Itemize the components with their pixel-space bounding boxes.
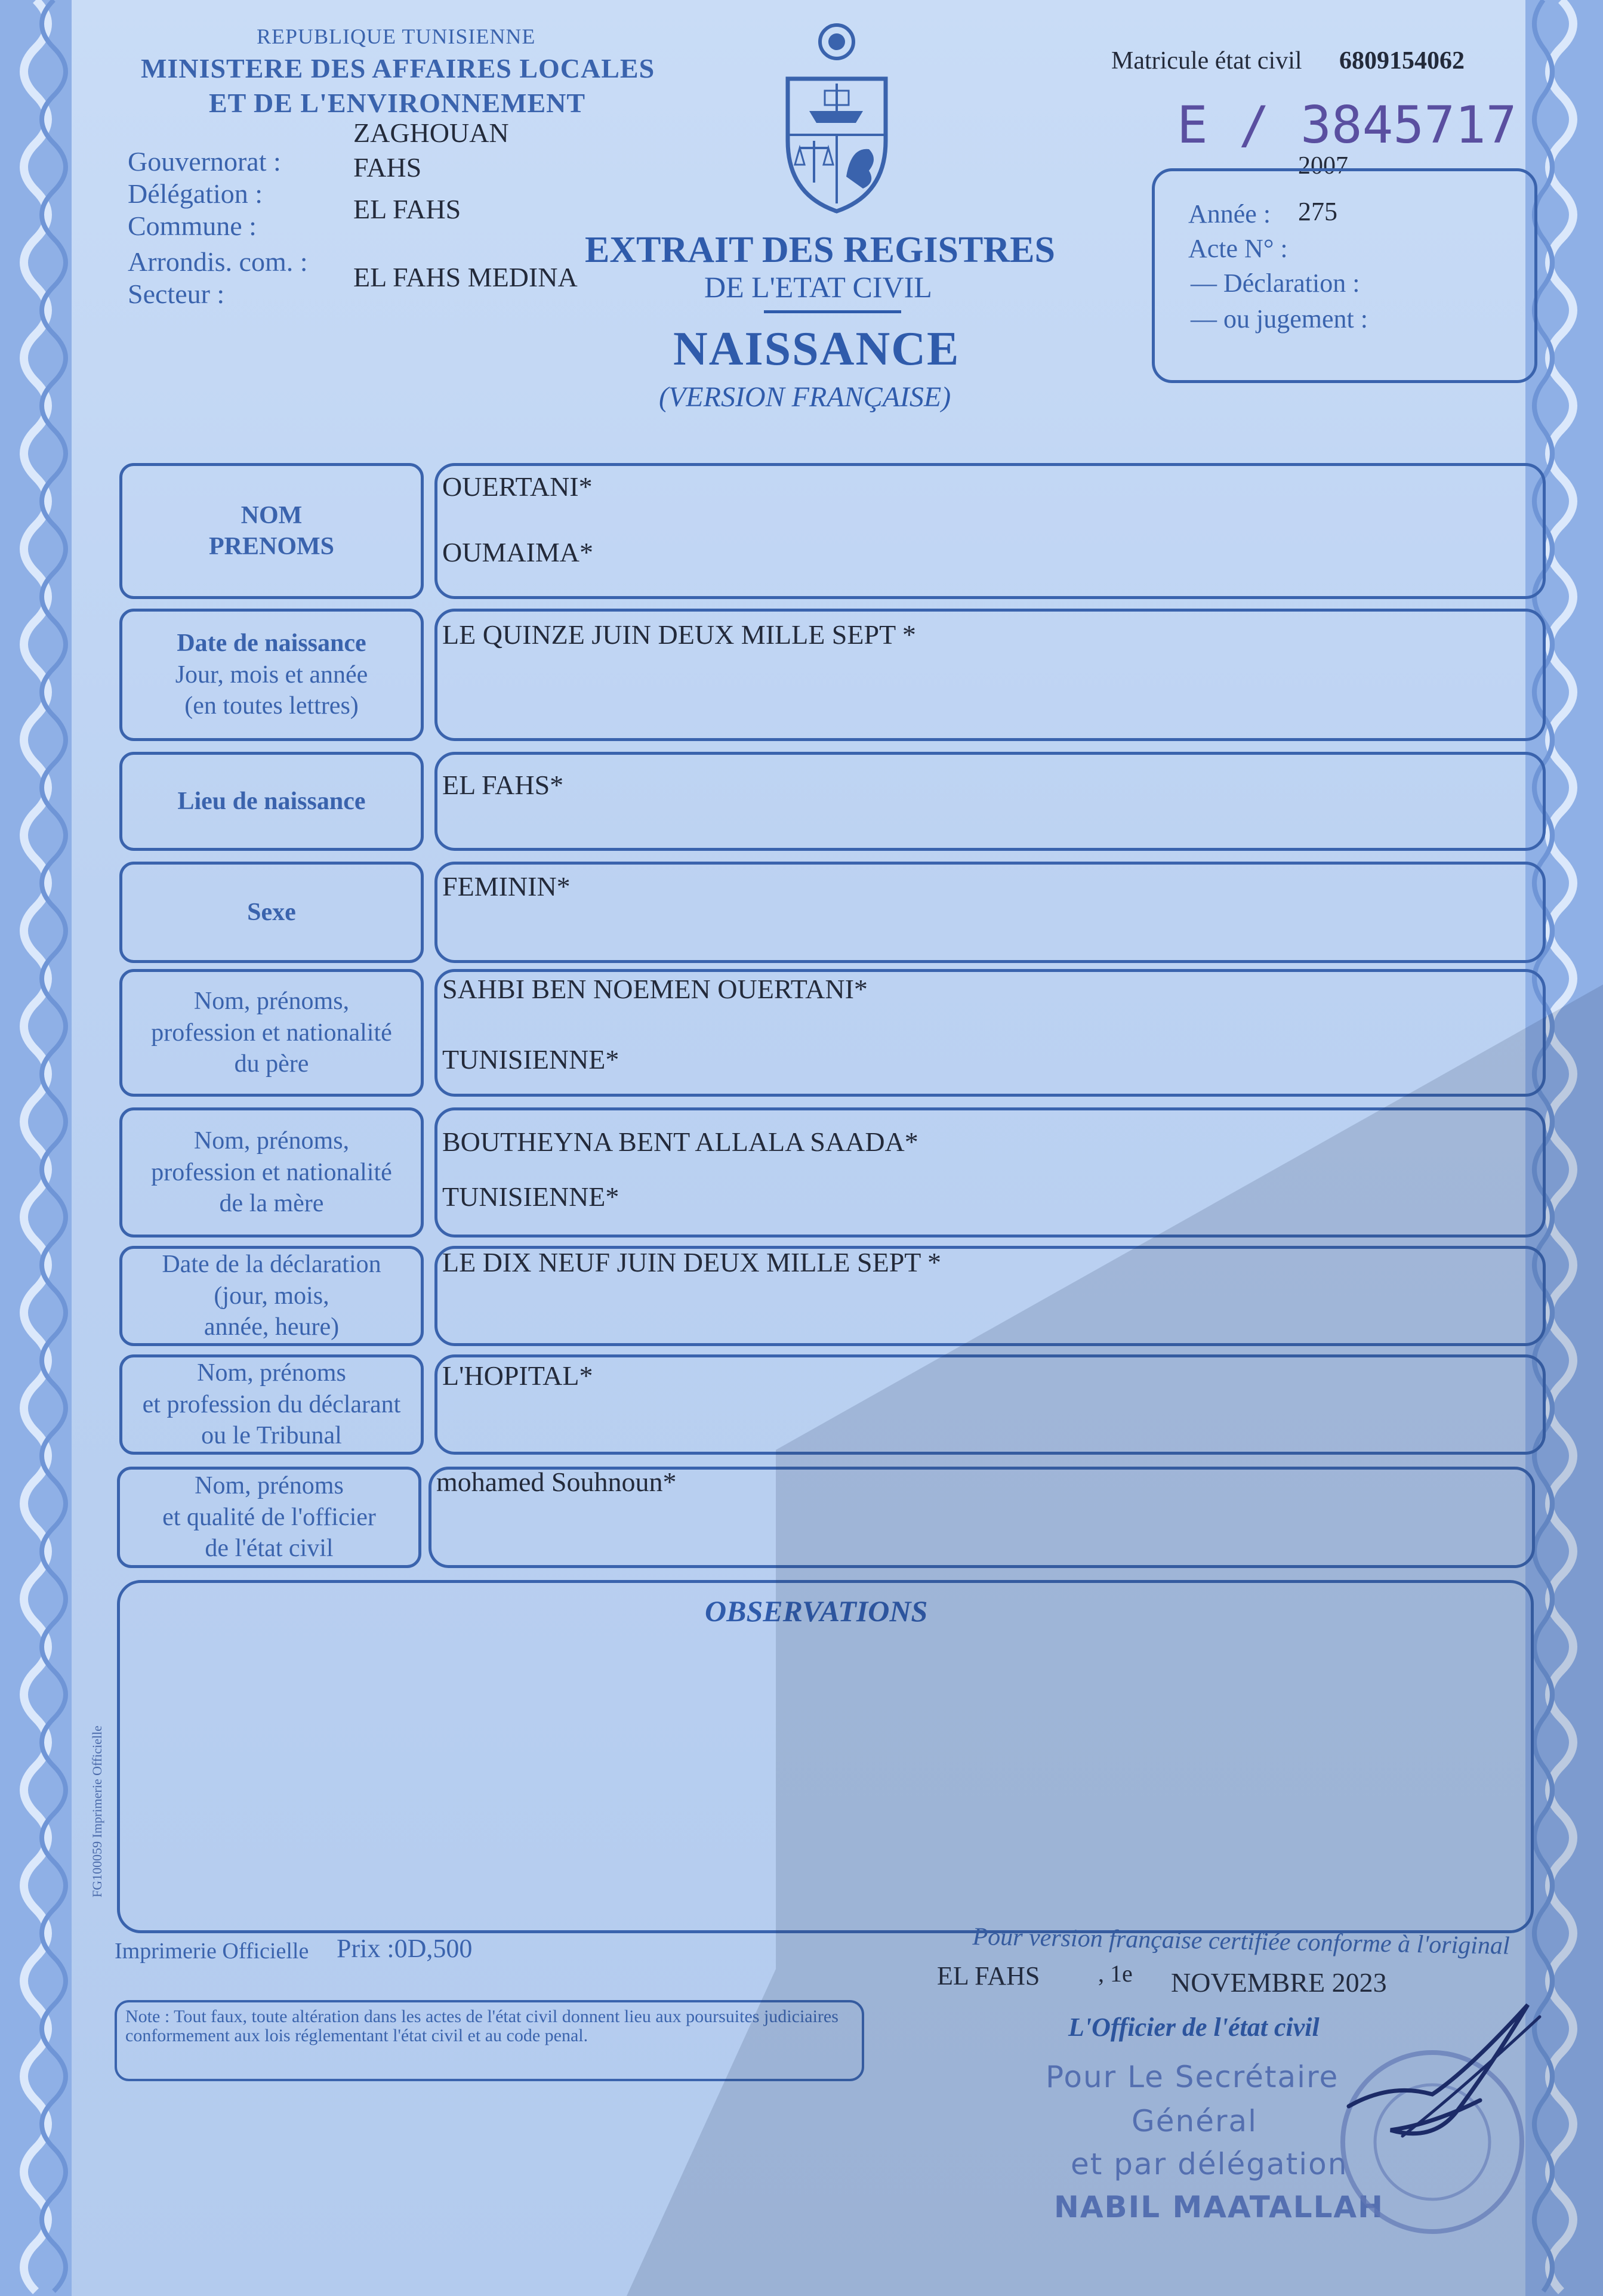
row-mother-label-box xyxy=(119,1107,424,1238)
extract-reference-number: E / 3845717 xyxy=(1177,95,1517,155)
matricule-label: Matricule état civil xyxy=(1111,47,1302,75)
row-name-value-box xyxy=(434,463,1546,599)
row-birth-place-label-box xyxy=(119,752,424,851)
row-birth-place-value-box xyxy=(434,752,1546,851)
mother-label-3: de la mère xyxy=(219,1190,324,1218)
row-declaration-date-label-box xyxy=(119,1246,424,1346)
left-ornamental-border xyxy=(0,0,72,2296)
stamp-line-2: Général xyxy=(1132,2104,1258,2138)
mother-label-1: Nom, prénoms, xyxy=(193,1127,350,1155)
mother-nationality-value: TUNISIENNE* xyxy=(442,1181,619,1212)
officer-value: mohamed Souhnoun* xyxy=(436,1467,677,1497)
prenoms-label: PRENOMS xyxy=(209,533,334,560)
row-birth-date xyxy=(119,609,1546,741)
arrondissement-value: EL FAHS MEDINA xyxy=(353,262,578,292)
birth-place-value: EL FAHS* xyxy=(442,770,564,800)
stamp-line-3: et par délégation xyxy=(1071,2147,1348,2181)
row-declarant-label-box xyxy=(119,1354,424,1455)
official-seal-icon xyxy=(1313,1993,1599,2243)
annee-value: 275 xyxy=(1298,197,1337,226)
birth-date-sublabel-2: (en toutes lettres) xyxy=(184,692,359,720)
printer-label: Imprimerie Officielle xyxy=(115,1939,309,1964)
annee-label: Année : xyxy=(1188,199,1271,229)
extract-title: EXTRAIT DES REGISTRES xyxy=(585,230,1055,270)
title-underline xyxy=(764,310,901,313)
row-sex-value-box xyxy=(434,862,1546,963)
row-father xyxy=(119,969,1546,1097)
first-name-value: OUMAIMA* xyxy=(442,537,593,567)
declarant-value: L'HOPITAL* xyxy=(442,1360,593,1391)
observations-label: OBSERVATIONS xyxy=(705,1594,928,1628)
row-declarant-value-box xyxy=(434,1354,1546,1455)
delegation-value: EL FAHS xyxy=(353,194,461,224)
row-birth-date-value-box xyxy=(434,609,1546,741)
officer-label-1: Nom, prénoms xyxy=(195,1472,344,1500)
declaration-date-label-3: année, heure) xyxy=(204,1313,340,1341)
row-birth-date-label-box xyxy=(119,609,424,741)
row-father-label-box xyxy=(119,969,424,1097)
row-sex xyxy=(119,862,1546,963)
declarant-label-2: et profession du déclarant xyxy=(142,1390,401,1418)
birth-date-value: LE QUINZE JUIN DEUX MILLE SEPT * xyxy=(442,619,916,650)
commune-label: Commune : xyxy=(128,211,257,241)
gouvernorat-value: FAHS xyxy=(353,152,422,183)
document-type-title: NAISSANCE xyxy=(673,323,960,375)
civil-status-subtitle: DE L'ETAT CIVIL xyxy=(704,270,932,304)
mother-name-value: BOUTHEYNA BENT ALLALA SAADA* xyxy=(442,1127,918,1157)
nom-label: NOM xyxy=(241,501,303,529)
mother-label-2: profession et nationalité xyxy=(151,1158,392,1186)
row-declarant xyxy=(119,1354,1546,1455)
stamp-line-1: Pour Le Secrétaire xyxy=(1046,2060,1339,2094)
officer-title: L'Officier de l'état civil xyxy=(1068,2013,1320,2042)
father-nationality-value: TUNISIENNE* xyxy=(442,1044,619,1075)
row-declaration-date xyxy=(119,1246,1546,1346)
delegation-label: Délégation : xyxy=(128,178,263,209)
birth-date-sublabel-1: Jour, mois et année xyxy=(175,661,368,689)
jugement-label: — ou jugement : xyxy=(1191,304,1368,334)
surname-value: OUERTANI* xyxy=(442,471,593,502)
declaration-date-value: LE DIX NEUF JUIN DEUX MILLE SEPT * xyxy=(442,1247,942,1277)
row-name xyxy=(119,463,1546,599)
row-name-label-box xyxy=(119,463,424,599)
sex-value: FEMININ* xyxy=(442,871,571,902)
birth-date-label: Date de naissance xyxy=(177,629,366,658)
acte-number-label: Acte N° : xyxy=(1188,234,1288,263)
republic-label: REPUBLIQUE TUNISIENNE xyxy=(257,24,536,48)
row-sex-label-box xyxy=(119,862,424,963)
row-mother xyxy=(119,1107,1546,1238)
row-birth-place xyxy=(119,752,1546,851)
row-officer xyxy=(117,1467,1535,1568)
year-value: 2007 xyxy=(1298,152,1348,180)
birth-place-label: Lieu de naissance xyxy=(177,787,366,815)
issue-place: EL FAHS xyxy=(937,1961,1040,1991)
declaration-label: — Déclaration : xyxy=(1191,269,1360,298)
declaration-date-label-2: (jour, mois, xyxy=(214,1282,329,1310)
stamp-line-4: NABIL MAATALLAH xyxy=(1054,2190,1384,2224)
price-label: Prix :0D,500 xyxy=(337,1934,473,1963)
observations-box xyxy=(117,1580,1534,1933)
row-officer-value-box xyxy=(429,1467,1535,1568)
sex-label: Sexe xyxy=(247,898,296,926)
issue-month-year: NOVEMBRE 2023 xyxy=(1171,1967,1387,1998)
father-label-2: profession et nationalité xyxy=(151,1019,392,1047)
governorate-region-value: ZAGHOUAN xyxy=(353,118,509,148)
declarant-label-1: Nom, prénoms xyxy=(197,1359,346,1387)
father-label-1: Nom, prénoms, xyxy=(193,987,350,1016)
ministry-line-1: MINISTERE DES AFFAIRES LOCALES xyxy=(141,53,655,84)
tunisia-coat-of-arms-icon xyxy=(773,21,900,216)
certification-text: Pour version française certifiée conforme à l'original xyxy=(972,1922,1510,1960)
matricule-value: 6809154062 xyxy=(1339,47,1465,75)
row-declaration-date-value-box xyxy=(434,1246,1546,1346)
father-label-3: du père xyxy=(234,1050,309,1078)
father-name-value: SAHBI BEN NOEMEN OUERTANI* xyxy=(442,974,868,1004)
legal-note: Note : Tout faux, toute altération dans les actes de l'état civil donnent lieu aux poursuites judiciaires conformement aux lois réglementant l'état civil et au code penal. xyxy=(115,2000,864,2081)
row-officer-label-box xyxy=(117,1467,421,1568)
acte-info-box xyxy=(1152,168,1537,383)
side-print-code: FG100059 Imprimerie Officielle xyxy=(90,1726,104,1897)
declarant-label-3: ou le Tribunal xyxy=(201,1422,342,1450)
arrondissement-label: Arrondis. com. : xyxy=(128,246,308,277)
ministry-line-2: ET DE L'ENVIRONNEMENT xyxy=(209,88,586,118)
gouvernorat-label: Gouvernorat : xyxy=(128,146,281,177)
officer-label-2: et qualité de l'officier xyxy=(162,1503,376,1531)
row-father-value-box xyxy=(434,969,1546,1097)
secteur-label: Secteur : xyxy=(128,279,225,309)
declaration-date-label-1: Date de la déclaration xyxy=(162,1251,381,1279)
version-label: (VERSION FRANÇAISE) xyxy=(659,381,951,413)
issue-day: , 1e xyxy=(1098,1960,1133,1987)
officer-label-3: de l'état civil xyxy=(205,1535,334,1563)
row-mother-value-box xyxy=(434,1107,1546,1238)
